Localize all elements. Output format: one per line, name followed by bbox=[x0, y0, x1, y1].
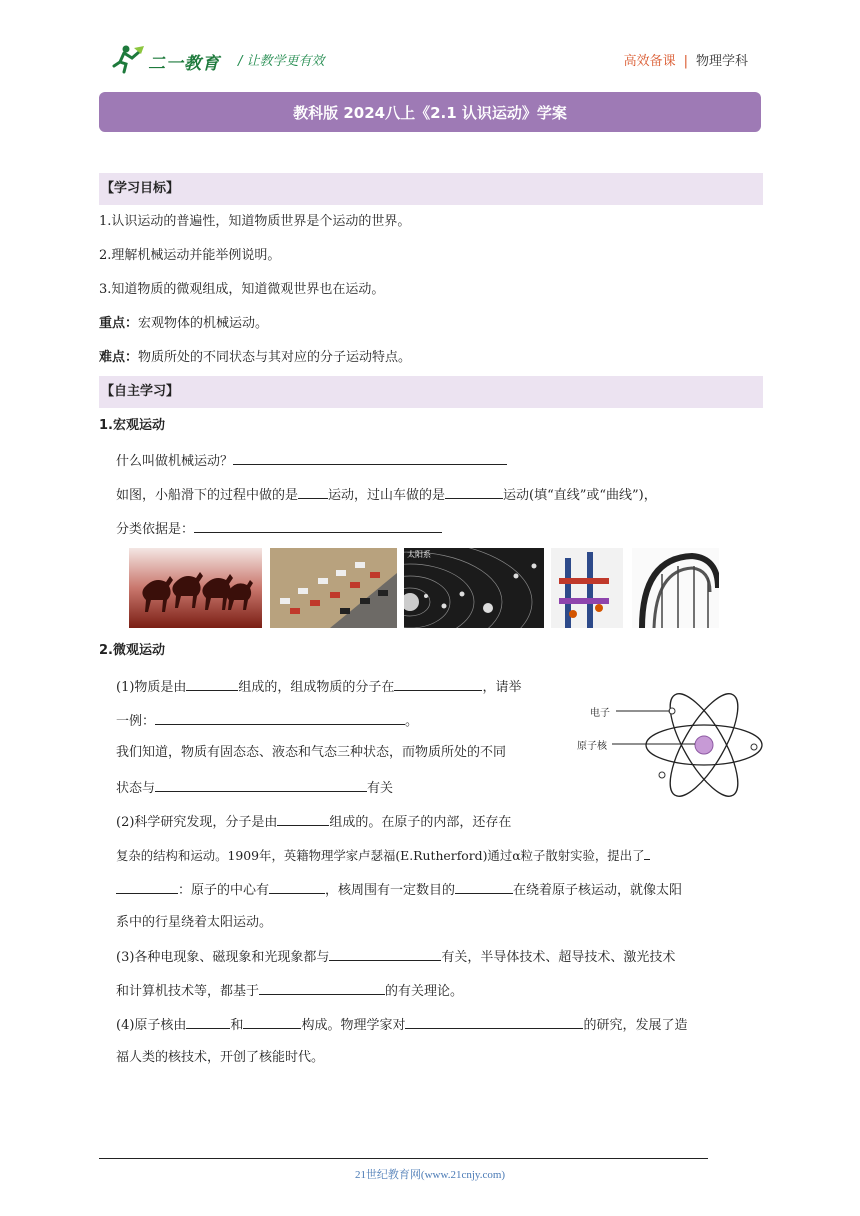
text: 一例： bbox=[116, 714, 156, 729]
solar-label: 太阳系 bbox=[407, 550, 431, 559]
roller-coaster-photo bbox=[632, 548, 719, 628]
solar-system-photo bbox=[404, 548, 544, 628]
answer-blank[interactable] bbox=[259, 980, 385, 995]
hard-text: 物质所处的不同状态与其对应的分子运动特点。 bbox=[138, 350, 412, 365]
question-text: 如图，小船滑下的过程中做的是 bbox=[116, 488, 299, 503]
answer-blank[interactable] bbox=[329, 946, 441, 961]
text: 。 bbox=[405, 714, 419, 729]
answer-blank[interactable] bbox=[194, 518, 442, 533]
question-text: 分类依据是： bbox=[116, 522, 195, 537]
text: ：原子的中心有 bbox=[178, 883, 270, 898]
text: (3)各种电现象、磁现象和光现象都与 bbox=[116, 950, 330, 965]
brand-logo bbox=[112, 44, 232, 74]
header-tag-prep: 高效备课 bbox=[623, 54, 676, 69]
horses-photo bbox=[129, 548, 262, 628]
traffic-photo bbox=[270, 548, 397, 628]
text: 组成的，组成物质的分子在 bbox=[238, 680, 395, 695]
text: 状态与 bbox=[116, 781, 156, 796]
goal-item: 3.知道物质的微观组成，知道微观世界也在运动。 bbox=[99, 282, 385, 297]
text: 复杂的结构和运动。1909年，英籍物理学家卢瑟福(E.Rutherford)通过α粒子散射实验，提出了 bbox=[116, 848, 645, 863]
text: (4)原子核由 bbox=[116, 1018, 187, 1033]
answer-blank[interactable] bbox=[155, 710, 405, 725]
difficult-point bbox=[99, 348, 411, 368]
part2-title: 2.微观运动 bbox=[99, 643, 165, 658]
question-text: 运动，过山车做的是 bbox=[328, 488, 446, 503]
answer-blank[interactable] bbox=[155, 777, 367, 792]
text: 构成。物理学家对 bbox=[301, 1018, 406, 1033]
text: ，请举 bbox=[482, 680, 522, 695]
header-tag-subject: 物理学科 bbox=[695, 54, 748, 69]
question-line bbox=[116, 450, 507, 472]
page-title: 教科版 2024八上《2.1 认识运动》学案 bbox=[99, 92, 761, 132]
text: 的有关理论。 bbox=[385, 984, 464, 999]
question-text: 什么叫做机械运动？ bbox=[116, 454, 234, 469]
slogan: / 让教学更有效 bbox=[238, 54, 325, 69]
paragraph-line bbox=[116, 777, 393, 799]
answer-blank[interactable] bbox=[269, 879, 325, 894]
part1-title: 1.宏观运动 bbox=[99, 418, 165, 433]
text: ，核周围有一定数目的 bbox=[325, 883, 456, 898]
answer-blank[interactable] bbox=[455, 879, 513, 894]
ride-photo bbox=[551, 548, 623, 628]
paragraph-line bbox=[116, 879, 682, 901]
answer-blank[interactable] bbox=[243, 1014, 301, 1029]
electron-label: 电子 bbox=[590, 708, 610, 719]
answer-blank[interactable] bbox=[394, 676, 482, 691]
paragraph-line bbox=[116, 811, 511, 833]
paragraph-line bbox=[116, 710, 418, 732]
paragraph-line: 系中的行星绕着太阳运动。 bbox=[116, 915, 273, 930]
paragraph-line bbox=[116, 1014, 687, 1036]
answer-blank[interactable] bbox=[277, 811, 329, 826]
runner-logo-icon bbox=[112, 44, 146, 74]
answer-blank[interactable] bbox=[298, 484, 328, 499]
key-label: 重点： bbox=[99, 316, 139, 331]
question-line bbox=[116, 518, 442, 540]
text: (2)科学研究发现，分子是由 bbox=[116, 815, 278, 830]
paragraph-line bbox=[116, 980, 463, 1002]
text: 在绕着原子核运动，就像太阳 bbox=[513, 883, 683, 898]
text: 有关 bbox=[367, 781, 394, 796]
text: 有关，半导体技术、超导技术、激光技术 bbox=[441, 950, 676, 965]
header-separator: | bbox=[683, 54, 688, 69]
text: 和计算机技术等，都基于 bbox=[116, 984, 260, 999]
answer-blank[interactable] bbox=[233, 450, 507, 465]
nucleus-label: 原子核 bbox=[577, 741, 607, 752]
answer-blank[interactable] bbox=[445, 484, 503, 499]
goal-item: 1.认识运动的普遍性，知道物质世界是个运动的世界。 bbox=[99, 214, 411, 229]
answer-blank[interactable] bbox=[644, 845, 650, 860]
answer-blank[interactable] bbox=[186, 1014, 230, 1029]
paragraph-line bbox=[116, 676, 521, 698]
section-heading-goals: 【学习目标】 bbox=[99, 173, 763, 205]
paragraph-line bbox=[116, 845, 650, 866]
key-text: 宏观物体的机械运动。 bbox=[138, 316, 269, 331]
text: 和 bbox=[230, 1018, 244, 1033]
paragraph-line: 我们知道，物质有固态态、液态和气态三种状态，而物质所处的不同 bbox=[116, 745, 507, 760]
paragraph-line bbox=[116, 946, 675, 968]
header-subject bbox=[624, 50, 748, 69]
text: (1)物质是由 bbox=[116, 680, 187, 695]
footer-divider bbox=[99, 1158, 708, 1159]
logo-text: 二一教育 bbox=[148, 54, 220, 74]
paragraph-line: 福人类的核技术，开创了核能时代。 bbox=[116, 1050, 325, 1065]
answer-blank[interactable] bbox=[116, 879, 178, 894]
answer-blank[interactable] bbox=[405, 1014, 583, 1029]
answer-blank[interactable] bbox=[186, 676, 238, 691]
key-point bbox=[99, 314, 268, 334]
atom-diagram bbox=[576, 685, 764, 805]
hard-label: 难点： bbox=[99, 350, 139, 365]
goal-item: 2.理解机械运动并能举例说明。 bbox=[99, 248, 281, 263]
question-text: 运动(填“直线”或“曲线”)， bbox=[503, 488, 657, 503]
section-heading-self-study: 【自主学习】 bbox=[99, 376, 763, 408]
text: 组成的。在原子的内部，还存在 bbox=[329, 815, 512, 830]
question-line bbox=[116, 484, 657, 506]
footer-text[interactable]: 21世纪教育网(www.21cnjy.com) bbox=[354, 1169, 506, 1181]
text: 的研究，发展了造 bbox=[583, 1018, 688, 1033]
